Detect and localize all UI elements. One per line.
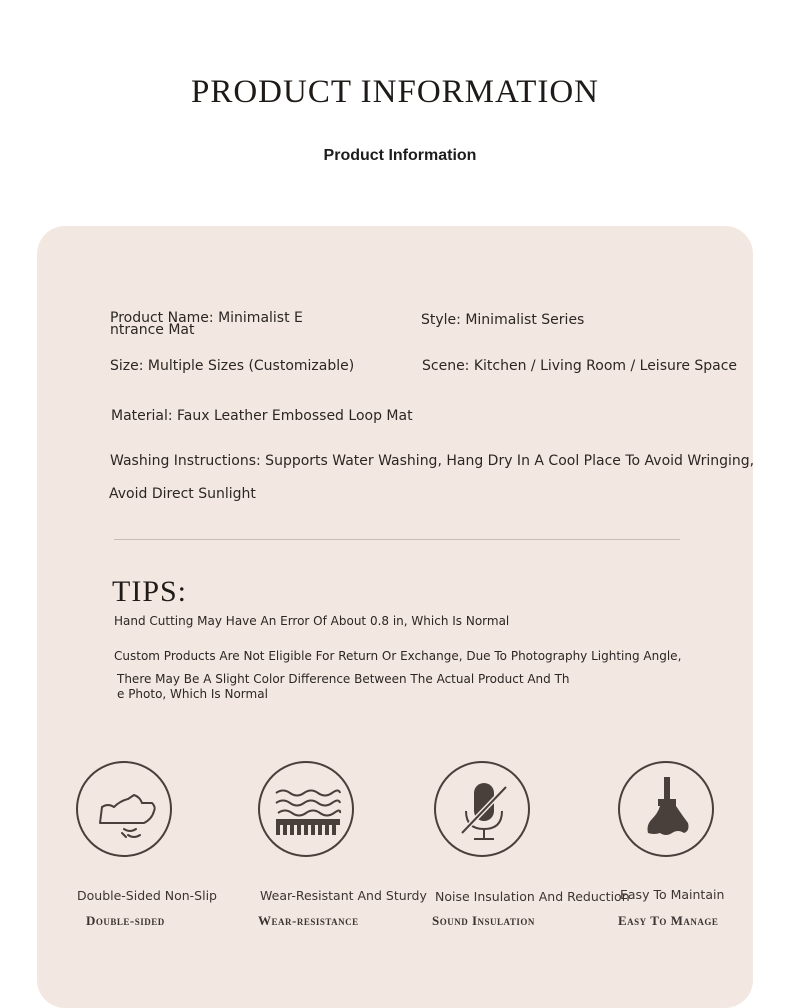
scene-info: Scene: Kitchen / Living Room / Leisure Space [422,358,738,374]
tip-line-4: e Photo, Which Is Normal [117,687,268,701]
material-info: Material: Faux Leather Embossed Loop Mat [111,408,413,424]
size-info: Size: Multiple Sizes (Customizable) [110,358,355,374]
feature-sub-2: Wear-resistance [258,913,359,928]
style-info: Style: Minimalist Series [421,312,585,328]
divider [114,539,680,540]
page-subtitle: Product Information [323,147,477,164]
product-name-line1: Product Name: Minimalist E [110,310,303,326]
feature-sub-3: Sound Insulation [432,913,535,928]
page-title: PRODUCT INFORMATION [190,74,600,110]
wear-resistant-icon [258,761,354,857]
muted-microphone-icon [434,761,530,857]
product-name [110,310,303,338]
feature-sub-1: Double-sided [86,913,165,928]
tip-line-2: Custom Products Are Not Eligible For Return Or Exchange, Due To Photography Lighting Angle, [114,649,682,663]
washing-info-line1: Washing Instructions: Supports Water Washing, Hang Dry In A Cool Place To Avoid Wringing, [110,453,755,469]
tip-line-3: There May Be A Slight Color Difference Between The Actual Product And Th [117,672,570,686]
feature-label-2: Wear-Resistant And Sturdy [260,888,427,903]
feature-label-4: Easy To Maintain [620,887,725,902]
feature-label-3: Noise Insulation And Reduction [435,889,630,904]
broom-icon [618,761,714,857]
non-slip-shoe-icon [76,761,172,857]
washing-info-line2: Avoid Direct Sunlight [109,486,256,502]
tips-title: TIPS: [112,575,188,608]
feature-sub-4: Easy To Manage [618,913,719,928]
tip-line-1: Hand Cutting May Have An Error Of About 0.8 in, Which Is Normal [114,614,510,628]
product-name-line2: ntrance Mat [110,322,195,338]
feature-label-1: Double-Sided Non-Slip [77,888,217,903]
